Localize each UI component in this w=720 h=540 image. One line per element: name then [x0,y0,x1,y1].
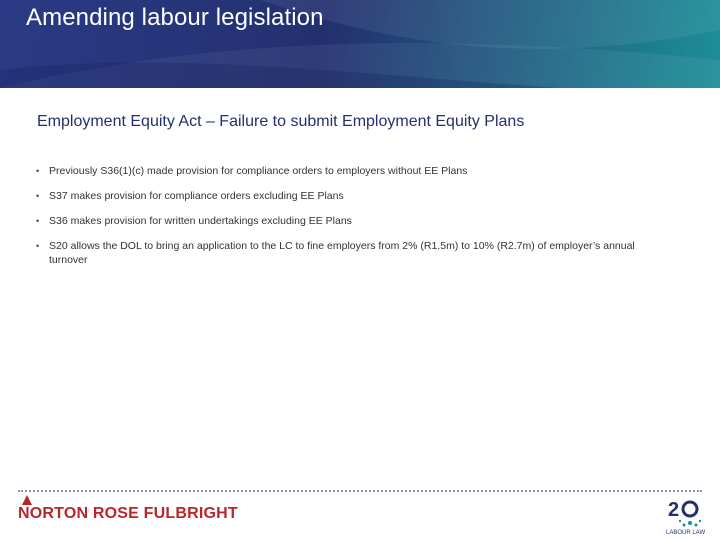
bullet-icon: • [36,191,40,201]
svg-text:LABOUR LAW: LABOUR LAW [666,530,706,536]
bullet-icon: • [36,241,40,251]
list-item [36,164,656,178]
labour-law-badge-logo [660,494,708,536]
list-item [36,189,656,203]
list-item [36,239,656,267]
svg-text:2: 2 [668,499,680,521]
section-subheading: Employment Equity Act – Failure to submit Employment Equity Plans [37,113,525,130]
firm-logo: NORTON ROSE FULBRIGHT [18,505,238,522]
bullet-icon: • [36,216,40,226]
bullet-icon: • [36,166,40,176]
list-item [36,214,656,228]
list-item-text: S36 makes provision for written undertakings excluding EE Plans [49,215,352,227]
list-item-text: S20 allows the DOL to bring an application to the LC to fine employers from 2% (R1.5m) to 10% (R2.7m) of employer’s annual turnover [49,240,635,266]
list-item-text: Previously S36(1)(c) made provision for compliance orders to employers without EE Plans [49,165,468,177]
list-item-text: S37 makes provision for compliance orders excluding EE Plans [49,190,344,202]
footer-divider [18,490,702,492]
header-banner [0,0,720,88]
page-title: Amending labour legislation [26,4,324,31]
bullet-list [36,164,656,278]
firm-logo-mark-icon [22,495,32,505]
